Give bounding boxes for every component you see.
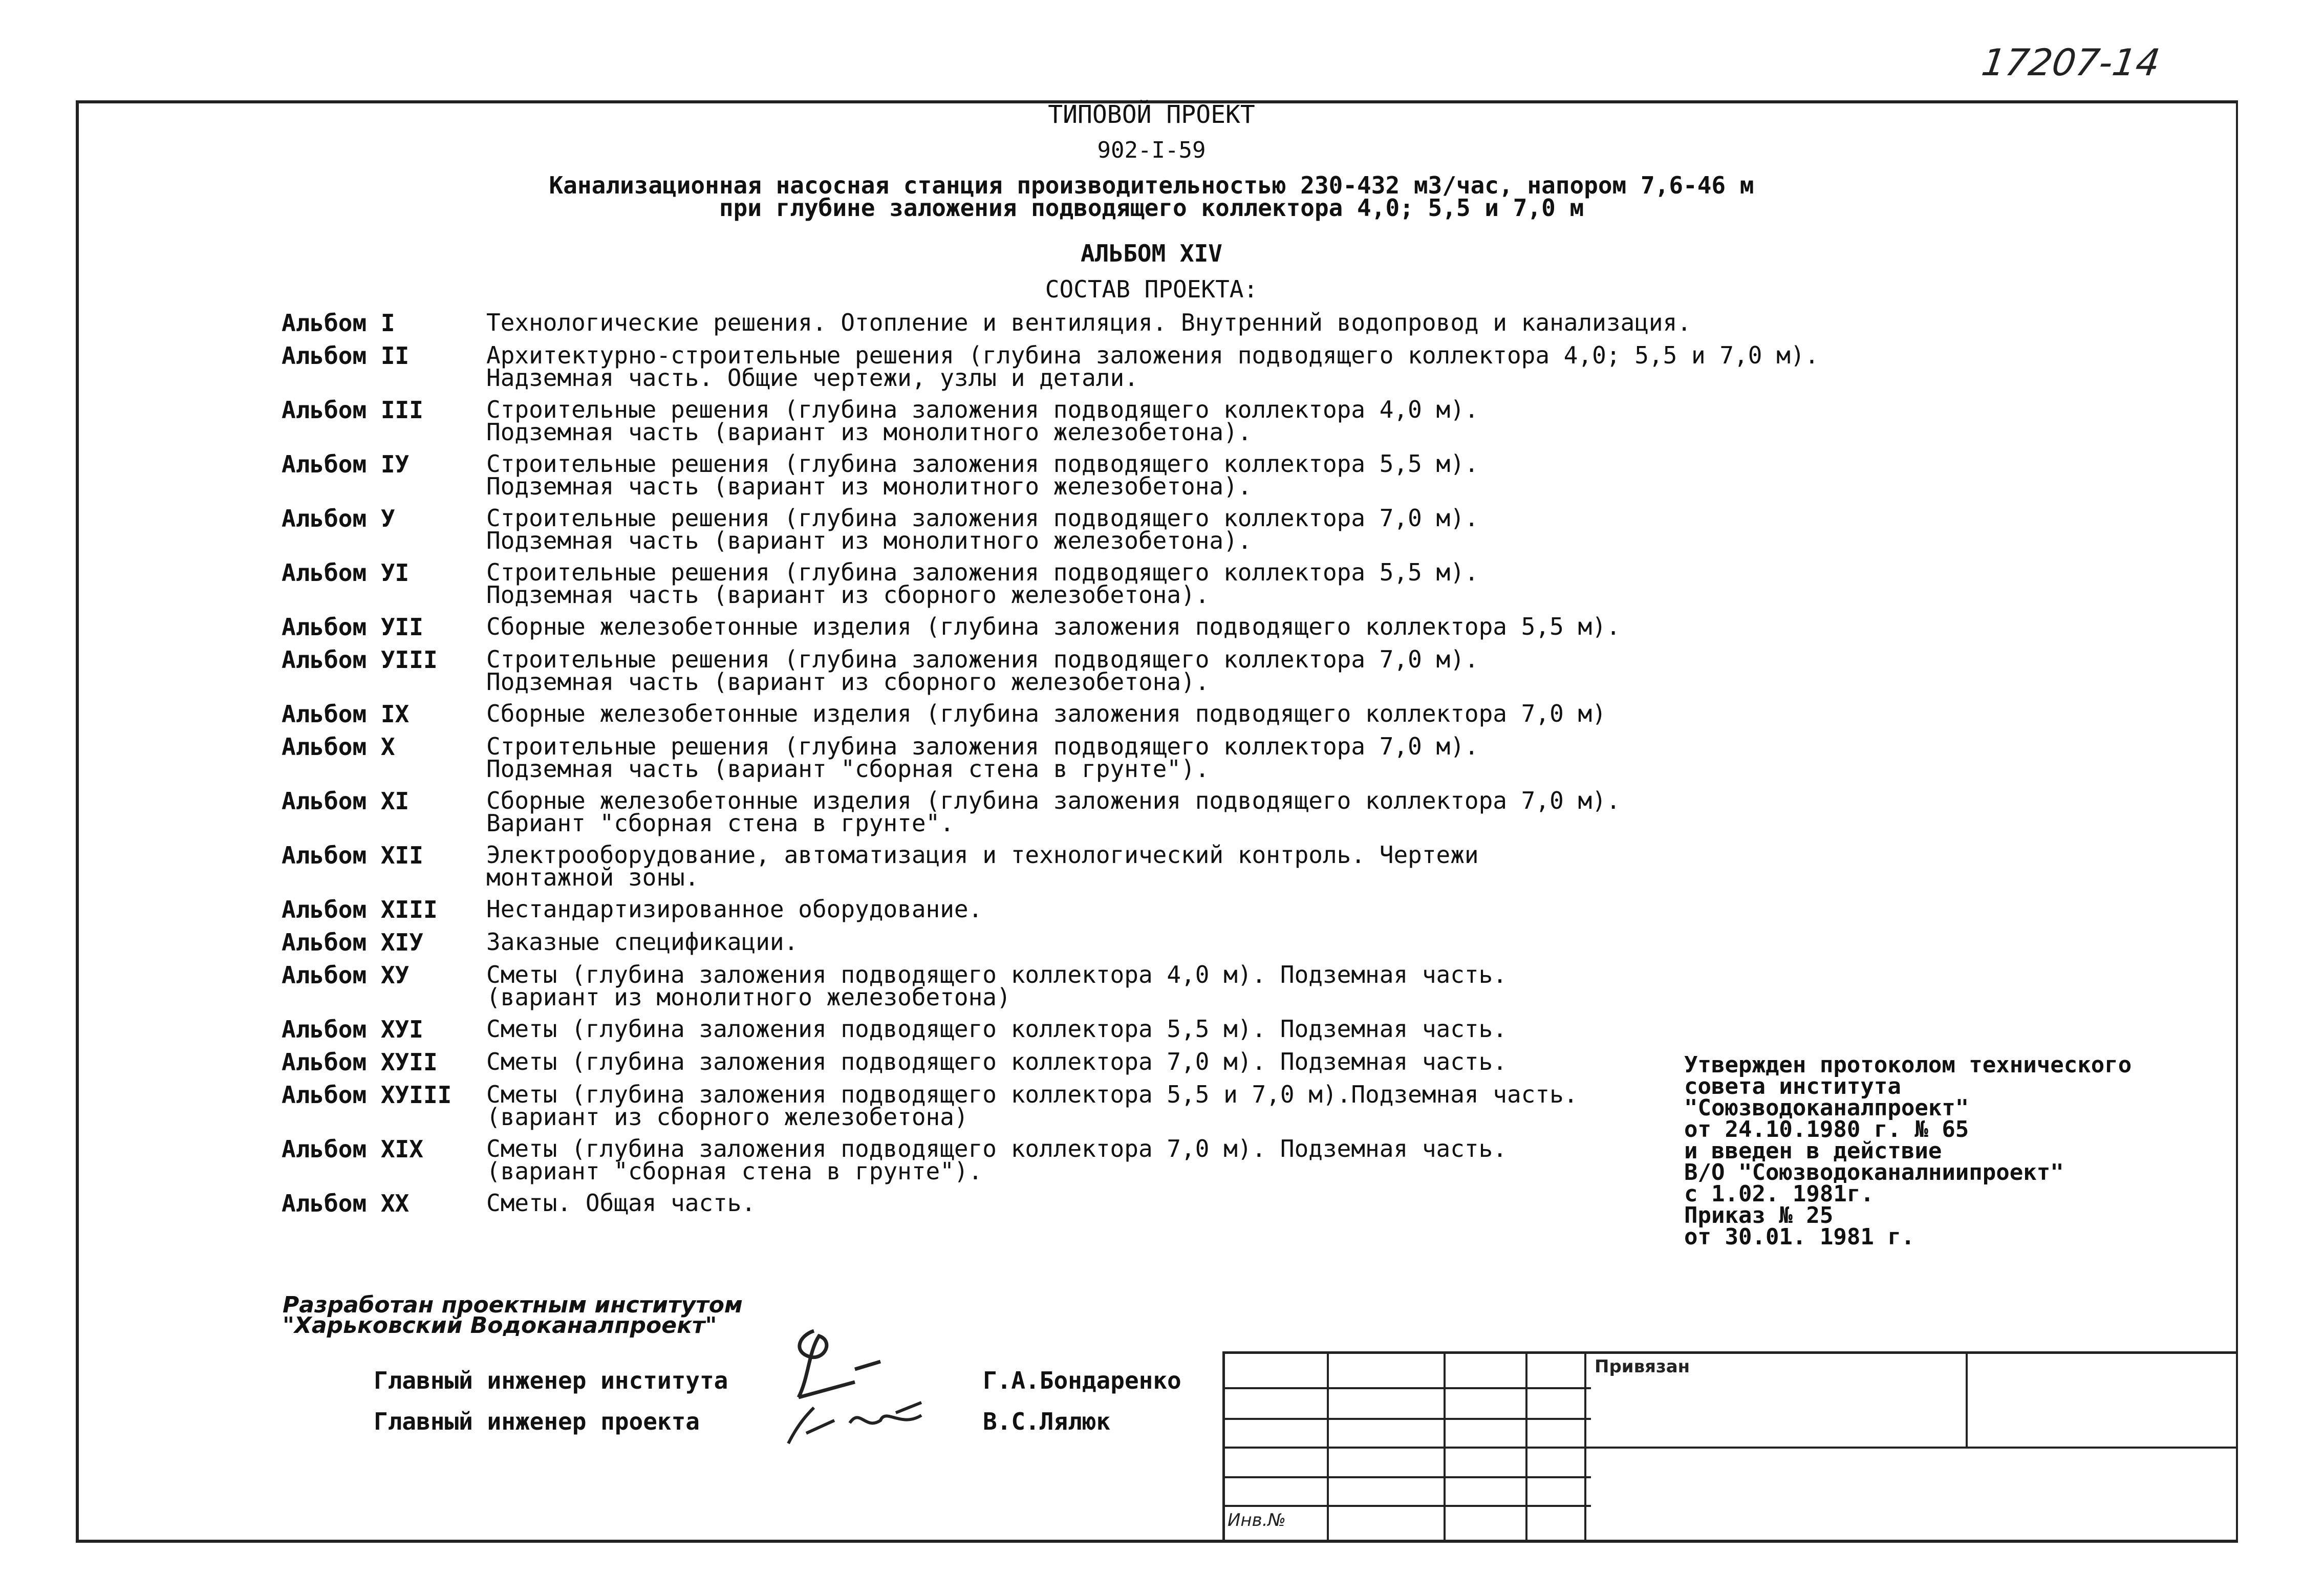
- album-key: Альбом XУIII: [282, 1081, 452, 1109]
- stamp-line: [1222, 1387, 1591, 1389]
- stamp-line: [1222, 1505, 1591, 1507]
- album-row: [282, 452, 1971, 498]
- album-row: [282, 702, 1971, 726]
- album-desc: Заказные спецификации.: [486, 928, 799, 956]
- stamp-inv-label: Инв.№: [1228, 1510, 1286, 1530]
- album-key: Альбом II: [282, 342, 410, 370]
- album-row: [282, 396, 1971, 446]
- album-desc: Электрооборудование, автоматизация и технологический контроль. Чертежи монтажной зоны.: [486, 841, 1479, 891]
- album-key: Альбом IУ: [282, 450, 410, 478]
- album-row: [282, 961, 1971, 1011]
- album-row: [282, 895, 1971, 923]
- stamp-tied-label: Привязан: [1595, 1356, 1690, 1377]
- album-key: Альбом III: [282, 396, 423, 424]
- composition-heading: СОСТАВ ПРОЕКТА:: [1045, 275, 1258, 303]
- album-key: Альбом XУI: [282, 1016, 423, 1043]
- album-desc: Сметы (глубина заложения подводящего коллектора 7,0 м). Подземная часть.: [486, 1048, 1507, 1075]
- album-key: Альбом XIУ: [282, 929, 423, 956]
- album-desc: Нестандартизированное оборудование.: [486, 895, 983, 923]
- project-type: ТИПОВОЙ ПРОЕКТ: [1048, 100, 1255, 129]
- album-key: Альбом УII: [282, 613, 423, 641]
- signature-icon: [778, 1321, 983, 1454]
- album-desc: Строительные решения (глубина заложения подводящего коллектора 5,5 м). Подземная часть (вариант из сборного железобетона).: [486, 558, 1479, 609]
- album-key: Альбом XI: [282, 787, 410, 815]
- album-desc: Строительные решения (глубина заложения подводящего коллектора 7,0 м). Подземная часть (вариант из сборного железобетона).: [486, 645, 1479, 696]
- album-key: Альбом X: [282, 733, 395, 761]
- album-row: [282, 341, 1971, 392]
- developed-by: Разработан проектным институтом "Харьковский Водоканалпроект": [283, 1292, 743, 1339]
- stamp-line: [1222, 1418, 1591, 1420]
- album-desc: Технологические решения. Отопление и вентиляция. Внутренний водопровод и канализация.: [486, 309, 1692, 336]
- stamp-line: [1222, 1447, 2237, 1449]
- stamp-line: [1966, 1351, 1968, 1447]
- album-row: [282, 558, 1971, 609]
- album-desc: Сборные железобетонные изделия (глубина заложения подводящего коллектора 5,5 м).: [486, 613, 1621, 640]
- stamp-line: [1222, 1476, 1591, 1478]
- project-code: 902-I-59: [1097, 137, 1206, 163]
- album-row: [282, 787, 1971, 837]
- album-row: [282, 615, 1971, 639]
- album-desc: Сметы (глубина заложения подводящего коллектора 5,5 и 7,0 м).Подземная часть. (вариант из сборного железобетона): [486, 1081, 1578, 1131]
- album-row: [282, 841, 1971, 891]
- album-key: Альбом XII: [282, 842, 423, 869]
- project-title-line2: при глубине заложения подводящего коллектора 4,0; 5,5 и 7,0 м: [719, 194, 1584, 222]
- album-desc: Сборные железобетонные изделия (глубина заложения подводящего коллектора 7,0 м). Вариант "сборная стена в грунте".: [486, 787, 1621, 837]
- chief-institute-label: Главный инженер института: [374, 1367, 728, 1394]
- album-key: Альбом I: [282, 309, 395, 337]
- album-row: [282, 732, 1971, 783]
- album-desc: Строительные решения (глубина заложения подводящего коллектора 7,0 м). Подземная часть (вариант из монолитного железобетона).: [486, 504, 1479, 554]
- album-title: АЛЬБОМ XIV: [1081, 240, 1222, 267]
- album-desc: Строительные решения (глубина заложения подводящего коллектора 4,0 м). Подземная часть (вариант из монолитного железобетона).: [486, 396, 1479, 446]
- album-key: Альбом УIII: [282, 646, 438, 674]
- album-desc: Сметы. Общая часть.: [486, 1189, 756, 1217]
- album-key: Альбом XУII: [282, 1048, 438, 1076]
- album-key: Альбом XIX: [282, 1135, 423, 1163]
- album-key: Альбом XIII: [282, 896, 438, 923]
- album-row: [282, 645, 1971, 696]
- chief-institute-name: Г.А.Бондаренко: [983, 1367, 1181, 1394]
- album-row: [282, 928, 1971, 956]
- project-title-line1: Канализационная насосная станция производительностью 230-432 м3/час, напором 7,6-46 м: [549, 171, 1754, 199]
- stamp-line: [1444, 1351, 1446, 1540]
- album-key: Альбом У: [282, 505, 395, 532]
- album-desc: Строительные решения (глубина заложения подводящего коллектора 7,0 м). Подземная часть (вариант "сборная стена в грунте").: [486, 732, 1479, 783]
- album-desc: Сметы (глубина заложения подводящего коллектора 5,5 м). Подземная часть.: [486, 1015, 1507, 1043]
- album-row: [282, 311, 1971, 335]
- album-row: [282, 1015, 1971, 1043]
- album-row: [282, 504, 1971, 554]
- stamp-line: [1327, 1351, 1329, 1540]
- album-desc: Строительные решения (глубина заложения подводящего коллектора 5,5 м). Подземная часть (вариант из монолитного железобетона).: [486, 450, 1479, 500]
- album-key: Альбом XУ: [282, 961, 410, 989]
- stamp-line: [1584, 1351, 1586, 1540]
- album-desc: Сборные железобетонные изделия (глубина заложения подводящего коллектора 7,0 м): [486, 700, 1606, 727]
- chief-project-name: В.С.Лялюк: [983, 1408, 1111, 1435]
- album-key: Альбом XX: [282, 1190, 410, 1217]
- stamp-line: [1525, 1351, 1527, 1540]
- sheet-number: 17207-14: [1979, 41, 2163, 84]
- title-block: [1222, 1351, 2237, 1540]
- album-desc: Сметы (глубина заложения подводящего коллектора 7,0 м). Подземная часть. (вариант "сборная стена в грунте").: [486, 1135, 1507, 1185]
- project-title: [0, 171, 2303, 222]
- album-desc: Архитектурно-строительные решения (глубина заложения подводящего коллектора 4,0; 5,5 и 7,0 м). Надземная часть. Общие чертежи, узлы и детали.: [486, 341, 1819, 392]
- album-desc: Сметы (глубина заложения подводящего коллектора 4,0 м). Подземная часть. (вариант из монолитного железобетона): [486, 961, 1507, 1011]
- chief-project-label: Главный инженер проекта: [374, 1408, 700, 1435]
- approval-note: Утвержден протоколом технического совета института "Союзводоканалпроект" от 24.10.1980 г. № 65 и введен в действие В/О "Союзводоканалниипроект" с 1.02. 1981г. Приказ № 25 от 30.01. 1981 г.: [1684, 1052, 2132, 1250]
- album-key: Альбом IX: [282, 700, 410, 728]
- album-key: Альбом УI: [282, 559, 410, 587]
